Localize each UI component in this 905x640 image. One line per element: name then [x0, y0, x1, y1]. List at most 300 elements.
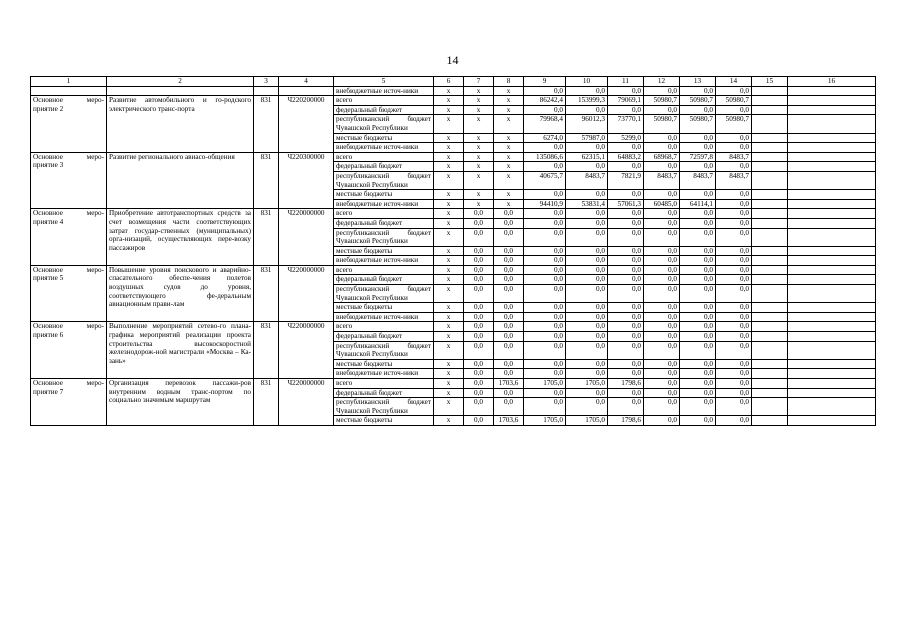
- value-cell: [788, 105, 876, 115]
- value-cell: x: [434, 369, 464, 379]
- value-cell: 0,0: [524, 256, 566, 266]
- value-cell: x: [434, 416, 464, 426]
- value-cell: x: [434, 246, 464, 256]
- source-cell: всего: [334, 152, 434, 162]
- value-cell: [752, 265, 788, 275]
- value-cell: 0,0: [716, 369, 752, 379]
- event-name-cell: Основное меро-приятие 2: [31, 96, 107, 153]
- value-cell: 0,0: [680, 303, 716, 313]
- value-cell: x: [434, 341, 464, 359]
- value-cell: 0,0: [524, 341, 566, 359]
- value-cell: x: [464, 152, 494, 162]
- source-cell: местные бюджеты: [334, 303, 434, 313]
- value-cell: [752, 190, 788, 200]
- event-name-cell: Основное меро-приятие 6: [31, 322, 107, 379]
- value-cell: 79069,1: [608, 96, 644, 106]
- event-description-cell: Повышение уровня поискового и аварийно-спасательного обеспе-чения полетов воздушных судов до уровня, соответствующего фе-деральным авиационным прави-лам: [107, 265, 254, 322]
- code-grbs-cell: 831: [254, 209, 279, 266]
- value-cell: x: [464, 133, 494, 143]
- value-cell: 0,0: [464, 379, 494, 389]
- value-cell: 50980,7: [644, 96, 680, 106]
- value-cell: x: [434, 86, 464, 96]
- value-cell: 0,0: [464, 265, 494, 275]
- source-cell: внебюджетные источ-ники: [334, 369, 434, 379]
- value-cell: 0,0: [464, 246, 494, 256]
- source-cell: внебюджетные источ-ники: [334, 312, 434, 322]
- value-cell: 1705,0: [566, 379, 608, 389]
- value-cell: 0,0: [608, 398, 644, 416]
- source-cell: местные бюджеты: [334, 190, 434, 200]
- value-cell: 0,0: [680, 398, 716, 416]
- value-cell: x: [434, 312, 464, 322]
- value-cell: 0,0: [644, 379, 680, 389]
- value-cell: 0,0: [566, 285, 608, 303]
- value-cell: 0,0: [644, 162, 680, 172]
- value-cell: 96012,3: [566, 115, 608, 133]
- value-cell: x: [464, 105, 494, 115]
- value-cell: 0,0: [680, 228, 716, 246]
- value-cell: 0,0: [716, 359, 752, 369]
- source-cell: всего: [334, 379, 434, 389]
- value-cell: [788, 303, 876, 313]
- value-cell: 0,0: [566, 398, 608, 416]
- value-cell: 0,0: [680, 322, 716, 332]
- value-cell: 0,0: [680, 143, 716, 153]
- value-cell: 0,0: [680, 105, 716, 115]
- value-cell: 0,0: [644, 359, 680, 369]
- value-cell: 0,0: [680, 379, 716, 389]
- value-cell: 0,0: [566, 218, 608, 228]
- value-cell: 0,0: [716, 246, 752, 256]
- value-cell: 0,0: [494, 312, 524, 322]
- value-cell: [752, 369, 788, 379]
- value-cell: x: [494, 86, 524, 96]
- value-cell: 0,0: [608, 218, 644, 228]
- event-name-cell: Основное меро-приятие 4: [31, 209, 107, 266]
- value-cell: x: [434, 303, 464, 313]
- value-cell: 8483,7: [680, 171, 716, 189]
- value-cell: 0,0: [716, 209, 752, 219]
- value-cell: 0,0: [494, 303, 524, 313]
- value-cell: 6274,0: [524, 133, 566, 143]
- value-cell: 0,0: [716, 332, 752, 342]
- code-target-cell: Ч220200000: [279, 96, 334, 153]
- value-cell: 0,0: [524, 143, 566, 153]
- value-cell: x: [434, 398, 464, 416]
- value-cell: 0,0: [680, 218, 716, 228]
- code-grbs-cell: 831: [254, 152, 279, 209]
- column-number-header: 5: [334, 77, 434, 87]
- value-cell: [788, 359, 876, 369]
- code-target-cell: Ч220000000: [279, 322, 334, 379]
- value-cell: 0,0: [464, 369, 494, 379]
- value-cell: 0,0: [644, 285, 680, 303]
- value-cell: [788, 322, 876, 332]
- value-cell: 0,0: [524, 388, 566, 398]
- value-cell: 7821,9: [608, 171, 644, 189]
- value-cell: 0,0: [524, 86, 566, 96]
- source-cell: внебюджетные источ-ники: [334, 86, 434, 96]
- value-cell: 0,0: [464, 285, 494, 303]
- value-cell: 0,0: [464, 256, 494, 266]
- value-cell: 50980,7: [680, 96, 716, 106]
- table-row: [31, 96, 876, 106]
- value-cell: [788, 256, 876, 266]
- value-cell: 0,0: [494, 341, 524, 359]
- value-cell: x: [494, 143, 524, 153]
- source-cell: республиканский бюджет Чувашской Республики: [334, 228, 434, 246]
- value-cell: 57987,0: [566, 133, 608, 143]
- value-cell: 0,0: [716, 86, 752, 96]
- value-cell: 0,0: [608, 265, 644, 275]
- value-cell: 0,0: [464, 218, 494, 228]
- column-number-header: 4: [279, 77, 334, 87]
- value-cell: x: [434, 105, 464, 115]
- value-cell: 0,0: [716, 285, 752, 303]
- event-description-cell: Развитие регионального авиасо-общения: [107, 152, 254, 209]
- event-description-cell: Организация перевозок пассажи-ров внутренним водным транс-портом по социально значимым маршрутам: [107, 379, 254, 426]
- source-cell: федеральный бюджет: [334, 218, 434, 228]
- value-cell: x: [494, 190, 524, 200]
- value-cell: [752, 143, 788, 153]
- value-cell: 0,0: [464, 416, 494, 426]
- source-cell: местные бюджеты: [334, 359, 434, 369]
- value-cell: 0,0: [608, 369, 644, 379]
- empty-cell: [107, 86, 254, 96]
- value-cell: 0,0: [608, 105, 644, 115]
- table-row: [31, 209, 876, 219]
- source-cell: местные бюджеты: [334, 246, 434, 256]
- value-cell: [752, 379, 788, 389]
- value-cell: [752, 359, 788, 369]
- value-cell: x: [494, 96, 524, 106]
- code-grbs-cell: 831: [254, 322, 279, 379]
- column-number-header: 14: [716, 77, 752, 87]
- code-target-cell: Ч220300000: [279, 152, 334, 209]
- value-cell: 0,0: [680, 86, 716, 96]
- value-cell: 0,0: [716, 143, 752, 153]
- code-grbs-cell: 831: [254, 265, 279, 322]
- column-number-header: 16: [788, 77, 876, 87]
- value-cell: 0,0: [494, 369, 524, 379]
- value-cell: [752, 115, 788, 133]
- value-cell: 0,0: [680, 265, 716, 275]
- value-cell: x: [464, 115, 494, 133]
- value-cell: 0,0: [644, 256, 680, 266]
- source-cell: федеральный бюджет: [334, 332, 434, 342]
- value-cell: 0,0: [566, 312, 608, 322]
- value-cell: 0,0: [680, 162, 716, 172]
- value-cell: 0,0: [680, 388, 716, 398]
- value-cell: [788, 398, 876, 416]
- value-cell: [788, 190, 876, 200]
- value-cell: 0,0: [644, 133, 680, 143]
- value-cell: 0,0: [716, 312, 752, 322]
- column-number-header: 6: [434, 77, 464, 87]
- value-cell: [752, 246, 788, 256]
- value-cell: [752, 199, 788, 209]
- value-cell: 0,0: [644, 228, 680, 246]
- value-cell: 0,0: [494, 388, 524, 398]
- value-cell: [788, 152, 876, 162]
- value-cell: [788, 171, 876, 189]
- value-cell: 0,0: [566, 143, 608, 153]
- value-cell: 0,0: [524, 398, 566, 416]
- source-cell: внебюджетные источ-ники: [334, 256, 434, 266]
- value-cell: x: [434, 379, 464, 389]
- source-cell: всего: [334, 322, 434, 332]
- value-cell: 0,0: [494, 398, 524, 416]
- value-cell: 0,0: [644, 369, 680, 379]
- column-number-row: [31, 77, 876, 87]
- value-cell: [752, 341, 788, 359]
- value-cell: 8483,7: [644, 171, 680, 189]
- value-cell: [752, 398, 788, 416]
- value-cell: 0,0: [608, 228, 644, 246]
- value-cell: 0,0: [680, 416, 716, 426]
- code-target-cell: Ч220000000: [279, 209, 334, 266]
- event-name-cell: Основное меро-приятие 3: [31, 152, 107, 209]
- value-cell: [752, 133, 788, 143]
- column-number-header: 9: [524, 77, 566, 87]
- value-cell: 0,0: [716, 265, 752, 275]
- value-cell: 0,0: [566, 265, 608, 275]
- value-cell: 0,0: [524, 228, 566, 246]
- table-row: [31, 265, 876, 275]
- source-cell: республиканский бюджет Чувашской Республики: [334, 115, 434, 133]
- value-cell: 0,0: [566, 86, 608, 96]
- value-cell: [752, 303, 788, 313]
- source-cell: республиканский бюджет Чувашской Республики: [334, 285, 434, 303]
- value-cell: 0,0: [524, 246, 566, 256]
- column-number-header: 15: [752, 77, 788, 87]
- value-cell: [788, 218, 876, 228]
- value-cell: 135086,6: [524, 152, 566, 162]
- empty-cell: [279, 86, 334, 96]
- value-cell: 0,0: [644, 275, 680, 285]
- value-cell: 0,0: [494, 256, 524, 266]
- source-cell: федеральный бюджет: [334, 105, 434, 115]
- source-cell: местные бюджеты: [334, 416, 434, 426]
- value-cell: 0,0: [464, 341, 494, 359]
- source-cell: внебюджетные источ-ники: [334, 199, 434, 209]
- value-cell: x: [434, 332, 464, 342]
- value-cell: [752, 275, 788, 285]
- value-cell: [752, 228, 788, 246]
- value-cell: x: [494, 162, 524, 172]
- value-cell: 94410,9: [524, 199, 566, 209]
- value-cell: x: [434, 218, 464, 228]
- value-cell: x: [434, 265, 464, 275]
- value-cell: [788, 285, 876, 303]
- value-cell: 5299,0: [608, 133, 644, 143]
- value-cell: 0,0: [608, 190, 644, 200]
- value-cell: 0,0: [494, 265, 524, 275]
- value-cell: 0,0: [524, 275, 566, 285]
- value-cell: 0,0: [644, 398, 680, 416]
- value-cell: 0,0: [524, 190, 566, 200]
- value-cell: 0,0: [716, 190, 752, 200]
- value-cell: 0,0: [494, 218, 524, 228]
- column-number-header: 1: [31, 77, 107, 87]
- value-cell: 0,0: [644, 332, 680, 342]
- value-cell: [788, 228, 876, 246]
- value-cell: 0,0: [680, 369, 716, 379]
- value-cell: 0,0: [566, 369, 608, 379]
- value-cell: 0,0: [716, 322, 752, 332]
- value-cell: 0,0: [608, 322, 644, 332]
- value-cell: [788, 209, 876, 219]
- value-cell: x: [494, 115, 524, 133]
- value-cell: 0,0: [680, 341, 716, 359]
- value-cell: 0,0: [566, 332, 608, 342]
- value-cell: 0,0: [524, 332, 566, 342]
- value-cell: 0,0: [524, 312, 566, 322]
- value-cell: 0,0: [680, 256, 716, 266]
- value-cell: [752, 152, 788, 162]
- value-cell: [788, 143, 876, 153]
- value-cell: 0,0: [608, 332, 644, 342]
- value-cell: 0,0: [464, 359, 494, 369]
- value-cell: 0,0: [494, 228, 524, 246]
- value-cell: [752, 171, 788, 189]
- value-cell: 50980,7: [716, 115, 752, 133]
- value-cell: 0,0: [524, 359, 566, 369]
- value-cell: [788, 332, 876, 342]
- column-number-header: 13: [680, 77, 716, 87]
- table-row: [31, 86, 876, 96]
- value-cell: [752, 332, 788, 342]
- value-cell: x: [434, 275, 464, 285]
- value-cell: 0,0: [608, 341, 644, 359]
- value-cell: x: [434, 133, 464, 143]
- value-cell: 0,0: [680, 190, 716, 200]
- value-cell: [788, 312, 876, 322]
- value-cell: x: [434, 209, 464, 219]
- value-cell: x: [434, 171, 464, 189]
- value-cell: 0,0: [608, 86, 644, 96]
- source-cell: республиканский бюджет Чувашской Республики: [334, 171, 434, 189]
- value-cell: x: [494, 133, 524, 143]
- value-cell: 0,0: [608, 275, 644, 285]
- value-cell: x: [434, 199, 464, 209]
- value-cell: 0,0: [464, 332, 494, 342]
- value-cell: 0,0: [644, 341, 680, 359]
- value-cell: [752, 96, 788, 106]
- value-cell: [788, 379, 876, 389]
- value-cell: 0,0: [644, 209, 680, 219]
- table-row: [31, 322, 876, 332]
- value-cell: 1705,0: [566, 416, 608, 426]
- value-cell: 0,0: [680, 275, 716, 285]
- value-cell: [788, 86, 876, 96]
- code-grbs-cell: 831: [254, 379, 279, 426]
- source-cell: всего: [334, 96, 434, 106]
- value-cell: 0,0: [464, 388, 494, 398]
- value-cell: 0,0: [464, 228, 494, 246]
- value-cell: [788, 265, 876, 275]
- column-number-header: 10: [566, 77, 608, 87]
- source-cell: местные бюджеты: [334, 133, 434, 143]
- value-cell: [788, 416, 876, 426]
- value-cell: x: [434, 322, 464, 332]
- value-cell: 1798,6: [608, 416, 644, 426]
- value-cell: 0,0: [644, 218, 680, 228]
- value-cell: 79968,4: [524, 115, 566, 133]
- value-cell: 0,0: [608, 162, 644, 172]
- value-cell: [788, 162, 876, 172]
- value-cell: x: [464, 143, 494, 153]
- value-cell: 1703,6: [494, 379, 524, 389]
- column-number-header: 8: [494, 77, 524, 87]
- value-cell: 0,0: [566, 388, 608, 398]
- value-cell: 0,0: [566, 303, 608, 313]
- value-cell: 0,0: [464, 303, 494, 313]
- value-cell: 0,0: [608, 209, 644, 219]
- value-cell: 0,0: [566, 359, 608, 369]
- value-cell: x: [434, 359, 464, 369]
- value-cell: 0,0: [524, 162, 566, 172]
- value-cell: 0,0: [680, 332, 716, 342]
- source-cell: всего: [334, 265, 434, 275]
- value-cell: 0,0: [680, 312, 716, 322]
- value-cell: 50980,7: [644, 115, 680, 133]
- value-cell: 62315,1: [566, 152, 608, 162]
- value-cell: [752, 312, 788, 322]
- value-cell: 0,0: [716, 303, 752, 313]
- value-cell: [752, 209, 788, 219]
- value-cell: 0,0: [566, 275, 608, 285]
- source-cell: федеральный бюджет: [334, 275, 434, 285]
- value-cell: 0,0: [524, 303, 566, 313]
- value-cell: 72597,8: [680, 152, 716, 162]
- value-cell: 0,0: [524, 285, 566, 303]
- value-cell: 153999,3: [566, 96, 608, 106]
- source-cell: республиканский бюджет Чувашской Республики: [334, 398, 434, 416]
- value-cell: 0,0: [680, 285, 716, 303]
- value-cell: 0,0: [524, 218, 566, 228]
- page-number: 14: [446, 53, 459, 67]
- event-name-cell: Основное меро-приятие 5: [31, 265, 107, 322]
- value-cell: 86242,4: [524, 96, 566, 106]
- value-cell: 0,0: [494, 322, 524, 332]
- value-cell: 0,0: [644, 105, 680, 115]
- value-cell: 0,0: [716, 416, 752, 426]
- value-cell: 0,0: [464, 322, 494, 332]
- value-cell: 0,0: [716, 199, 752, 209]
- value-cell: 1703,6: [494, 416, 524, 426]
- value-cell: [788, 115, 876, 133]
- value-cell: 0,0: [608, 285, 644, 303]
- value-cell: [788, 246, 876, 256]
- value-cell: x: [494, 199, 524, 209]
- table-row: [31, 152, 876, 162]
- value-cell: 50980,7: [716, 96, 752, 106]
- value-cell: 0,0: [644, 265, 680, 275]
- value-cell: 0,0: [566, 322, 608, 332]
- value-cell: 0,0: [494, 246, 524, 256]
- value-cell: 0,0: [464, 209, 494, 219]
- value-cell: x: [434, 388, 464, 398]
- value-cell: x: [434, 256, 464, 266]
- value-cell: 0,0: [566, 246, 608, 256]
- value-cell: 60485,0: [644, 199, 680, 209]
- value-cell: [752, 218, 788, 228]
- table-row: [31, 379, 876, 389]
- value-cell: 0,0: [464, 312, 494, 322]
- value-cell: 0,0: [644, 322, 680, 332]
- value-cell: 0,0: [716, 218, 752, 228]
